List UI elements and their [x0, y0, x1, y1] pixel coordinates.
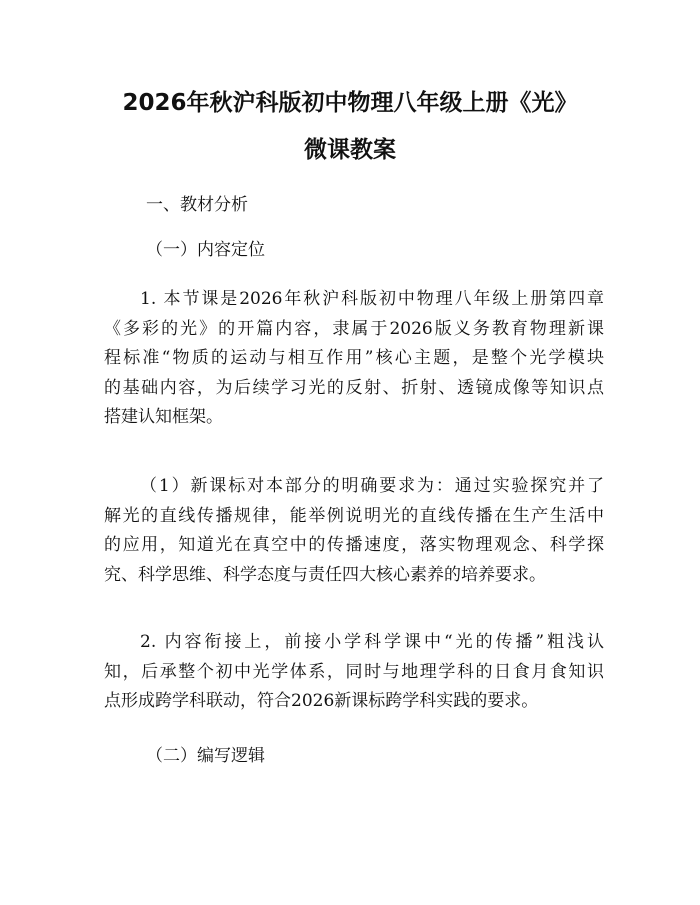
paragraph-3-line-1: 2. 内容衔接上，前接小学科学课中“光的传播”粗浅认 — [140, 632, 604, 652]
document-title-line-1: 2026年秋沪科版初中物理八年级上册《光》 — [122, 90, 578, 116]
paragraph-2-line-1: （1）新课标对本部分的明确要求为：通过实验探究并了 — [140, 476, 604, 496]
paragraph-2-line-2: 解光的直线传播规律，能举例说明光的直线传播在生产生活中 — [104, 505, 604, 526]
subsection-heading-writing-logic: （二）编写逻辑 — [146, 746, 265, 766]
document-title-line-2: 微课教案 — [304, 137, 396, 163]
paragraph-1-line-5: 搭建认知框架。 — [104, 407, 223, 428]
paragraph-1-line-1: 1. 本节课是2026年秋沪科版初中物理八年级上册第四章 — [140, 289, 604, 309]
paragraph-3 — [104, 628, 604, 717]
paragraph-3-line-2: 知，后承整个初中光学体系，同时与地理学科的日食月食知识 — [104, 661, 604, 682]
section-heading-textbook-analysis: 一、教材分析 — [146, 195, 248, 215]
subsection-heading-content-positioning: （一）内容定位 — [146, 240, 265, 260]
paragraph-1-line-2: 《多彩的光》的开篇内容，隶属于2026版义务教育物理新课 — [104, 318, 604, 339]
paragraph-1 — [104, 285, 604, 433]
paragraph-3-line-3: 点形成跨学科联动，符合2026新课标跨学科实践的要求。 — [104, 691, 539, 712]
paragraph-1-line-4: 的基础内容，为后续学习光的反射、折射、透镜成像等知识点 — [104, 377, 604, 398]
paragraph-1-line-3: 程标准“物质的运动与相互作用”核心主题，是整个光学模块 — [104, 348, 604, 369]
paragraph-2 — [104, 472, 604, 590]
paragraph-2-line-3: 的应用，知道光在真空中的传播速度，落实物理观念、科学探 — [104, 535, 604, 556]
paragraph-2-line-4: 究、科学思维、科学态度与责任四大核心素养的培养要求。 — [104, 564, 546, 585]
